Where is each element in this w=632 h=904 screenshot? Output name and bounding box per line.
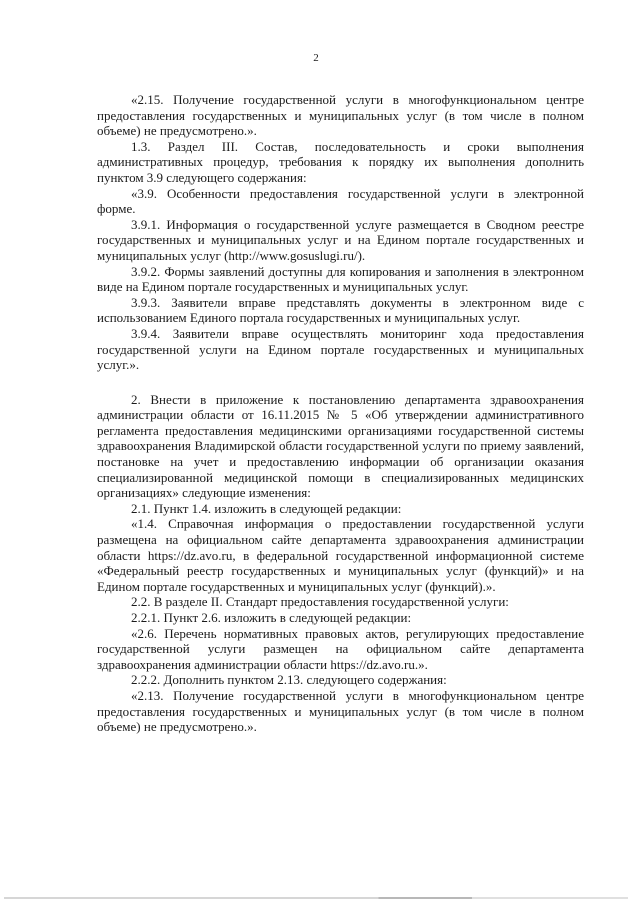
scan-edge-line	[4, 897, 628, 899]
paragraph-2: 2. Внести в приложение к постановлению департамента здравоохранения администрации области от 16.11.2015 № 5 «Об утверждении административного регламента предоставления медицинскими организациями государственной системы здравоохранения Владимирской области государственной услуги по приему заявлений, постановке на учет и предоставлению информации об организации оказания специализированной медицинской помощи в специализированных медицинских организациях» следующие изменения:	[97, 391, 584, 501]
paragraph-2-2-1: 2.2.1. Пункт 2.6. изложить в следующей редакции:	[131, 610, 412, 625]
paragraph-1-3: 1.3. Раздел III. Состав, последовательность и сроки выполнения административных процедур, требования к порядку их выполнения дополнить пунктом 3.9 следующего содержания:	[97, 138, 584, 185]
paragraph-2-15-old: «2.15. Получение государственной услуги в многофункциональном центре предоставления государственных и муниципальных услуг (в том числе в полном объеме) не предусмотрено.».	[97, 92, 584, 139]
paragraph-2-2: 2.2. В разделе II. Стандарт предоставления государственной услуги:	[131, 594, 509, 610]
paragraph-2-1: 2.1. Пункт 1.4. изложить в следующей редакции:	[131, 500, 402, 516]
paragraph-2-13: «2.13. Получение государственной услуги в многофункциональном центре предоставления государственных и муниципальных услуг (в том числе в полном объеме) не предусмотрено.».	[97, 687, 584, 735]
paragraph-3-9-2: 3.9.2. Формы заявлений доступны для копирования и заполнения в электронном виде на Едином портале государственных и муниципальных услуг.	[97, 263, 584, 295]
paragraph-2-6: «2.6. Перечень нормативных правовых актов, регулирующих предоставление государственной услуги размещен на официальном сайте департамента здравоохранения администрации области https://dz.avo.ru.».	[97, 625, 584, 672]
document-body	[97, 92, 584, 735]
paragraph-2-2-2: 2.2.2. Дополнить пунктом 2.13. следующего содержания:	[131, 672, 447, 688]
paragraph-1-4: «1.4. Справочная информация о предоставлении государственной услуги размещена на официальном сайте департамента здравоохранения администрации области https://dz.avo.ru, в федеральной государственной информационной системе «Федеральный реестр государственных и муниципальных услуг (функций)» и на Едином портале государственных и муниципальных услуг (функций).».	[97, 516, 584, 594]
paragraph-3-9-4: 3.9.4. Заявители вправе осуществлять мониторинг хода предоставления государственной услуги на Едином портале государственных и муниципальных услуг.».	[97, 325, 584, 373]
paragraph-3-9: «3.9. Особенности предоставления государственной услуги в электронной форме.	[97, 185, 584, 217]
paragraph-3-9-3: 3.9.3. Заявители вправе представлять документы в электронном виде с использованием Единого портала государственных и муниципальных услуг.	[97, 294, 584, 326]
page-number: 2	[313, 52, 319, 64]
paragraph-3-9-1: 3.9.1. Информация о государственной услуге размещается в Сводном реестре государственных и муниципальных услуг и на Едином портале государственных и муниципальных услуг (http://www.gosuslugi.ru/).	[97, 216, 584, 263]
